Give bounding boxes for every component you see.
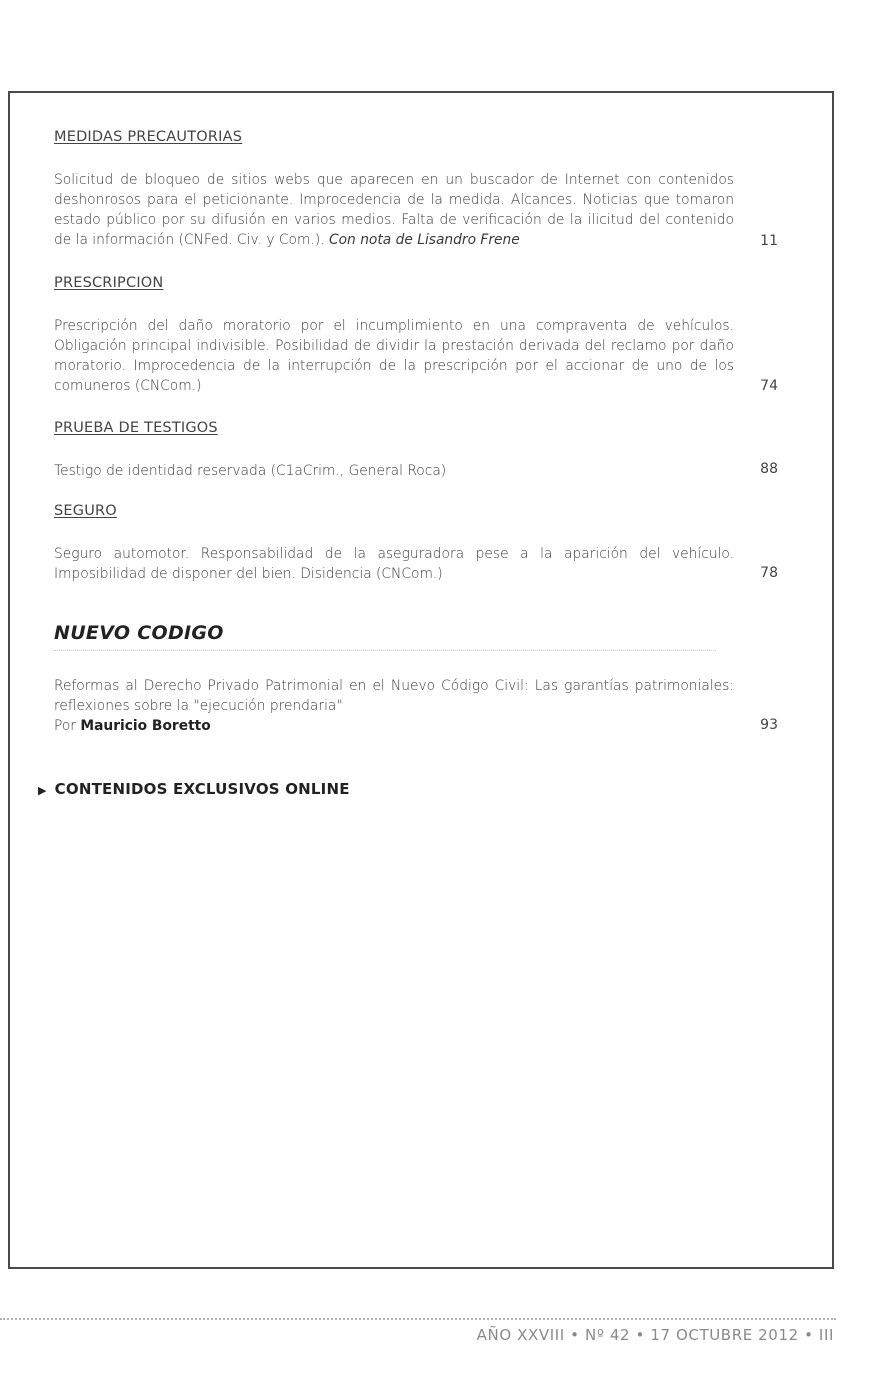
section-heading-seguro: SEGURO [54,503,117,519]
section-heading-prescripcion: PRESCRIPCION [54,275,164,291]
entry-prescripcion[interactable] [54,316,734,396]
online-contents-link[interactable] [38,780,350,798]
author-name: Mauricio Boretto [80,718,211,734]
play-triangle-icon: ▶ [38,784,47,797]
footer-divider [0,1318,836,1320]
entry-seguro[interactable] [54,544,734,584]
page-footer: AÑO XXVIII • Nº 42 • 17 OCTUBRE 2012 • III [476,1326,834,1344]
section-heading-nuevo-codigo: NUEVO CODIGO [54,622,224,644]
section-heading-medidas: MEDIDAS PRECAUTORIAS [54,129,243,145]
entry-medidas[interactable] [54,170,734,250]
entry-nuevo-codigo-text: Reformas al Derecho Privado Patrimonial en el Nuevo Código Civil: Las garantías patrimoniales: reflexiones sobre la "ejecución prendaria" [54,678,734,714]
page-number-medidas: 11 [760,233,778,249]
page-number-seguro: 78 [760,565,778,581]
entry-prueba[interactable] [54,461,734,481]
page-number-prueba: 88 [760,461,778,477]
page-number-prescripcion: 74 [760,378,778,394]
page-number-nuevo-codigo: 93 [760,717,778,733]
entry-prescripcion-text: Prescripción del daño moratorio por el incumplimiento en una compraventa de vehículos. Obligación principal indivisible. Posibilidad de dividir la prestación derivada del reclamo por daño moratorio. Improcedencia de la interrupción de la prescripción por el accionar de uno de los comuneros (CNCom.) [54,318,734,394]
heading-divider [54,650,716,651]
entry-seguro-text: Seguro automotor. Responsabilidad de la aseguradora pese a la aparición del vehículo. Imposibilidad de disponer del bien. Disidencia (CNCom.) [54,546,734,582]
section-heading-prueba: PRUEBA DE TESTIGOS [54,420,218,436]
online-contents-label: CONTENIDOS EXCLUSIVOS ONLINE [54,780,350,798]
entry-prueba-text: Testigo de identidad reservada (C1aCrim., General Roca) [54,463,447,479]
author-prefix: Por [54,718,76,734]
entry-nuevo-codigo[interactable] [54,676,734,736]
entry-medidas-note: Con nota de Lisandro Frene [328,232,520,248]
entry-medidas-text: Solicitud de bloqueo de sitios webs que aparecen en un buscador de Internet con contenidos deshonrosos para el peticionante. Improcedencia de la medida. Alcances. Noticias que tomaron estado público por su difusión en varios medios. Falta de verificación de la ilicitud del contenido de la información (CNFed. Civ. y Com.). [54,172,734,248]
